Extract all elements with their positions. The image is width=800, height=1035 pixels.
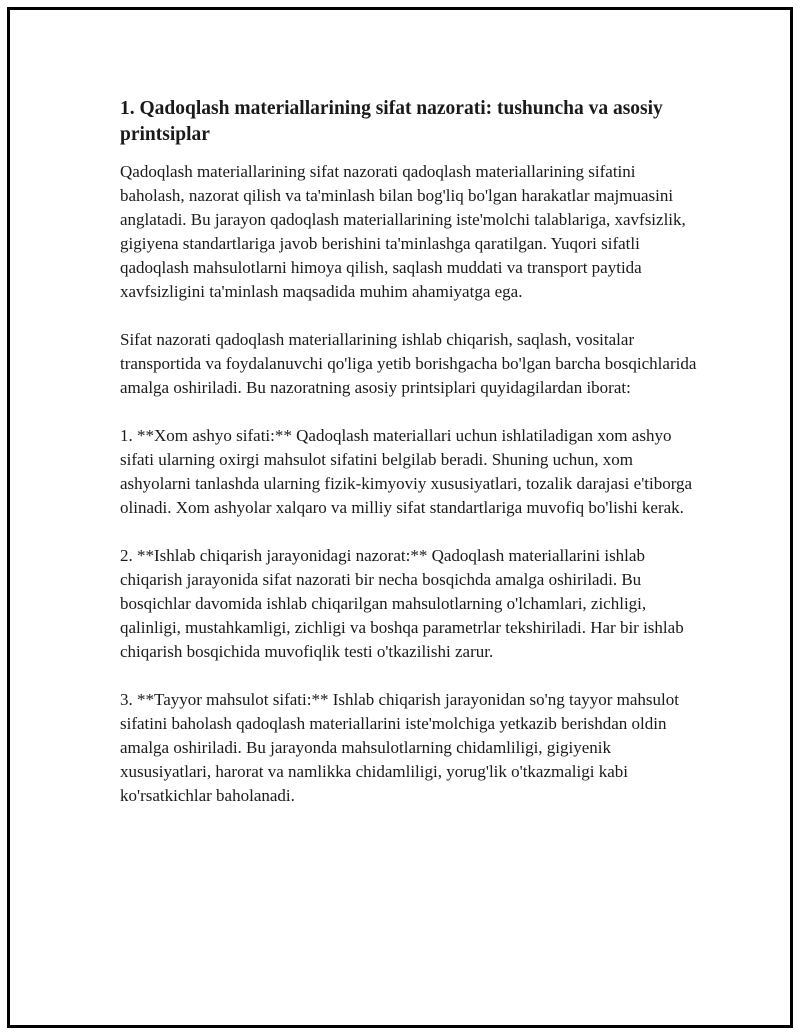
- list-item-finished-product: 3. **Tayyor mahsulot sifati:** Ishlab chiqarish jarayonidan so'ng tayyor mahsulot sifatini baholash qadoqlash materiallarini iste'molchiga yetkazib berishdan oldin amalga oshiriladi. Bu jarayonda mahsulotlarning chidamliligi, gigiyenik xususiyatlari, harorat va namlikka chidamliligi, yorug'lik o'tkazmaligi kabi ko'rsatkichlar baholanadi.: [120, 690, 679, 805]
- paragraph-intro: Qadoqlash materiallarining sifat nazorati qadoqlash materiallarining sifatini baholash, nazorat qilish va ta'minlash bilan bog'liq bo'lgan harakatlar majmuasini anglatadi. Bu jarayon qadoqlash materiallarining iste'molchi talablariga, xavfsizlik, gigiyena standartlariga javob berishini ta'minlashga qaratilgan. Yuqori sifatli qadoqlash mahsulotlarni himoya qilish, saqlash muddati va transport paytida xavfsizligini ta'minlash maqsadida muhim ahamiyatga ega.: [120, 162, 686, 301]
- list-item-production-control: 2. **Ishlab chiqarish jarayonidagi nazorat:** Qadoqlash materiallarini ishlab chiqarish jarayonida sifat nazorati bir necha bosqichda amalga oshiriladi. Bu bosqichlar davomida ishlab chiqarilgan mahsulotlarning o'lchamlari, zichligi, qalinligi, mustahkamligi, zichligi va boshqa parametrlar tekshiriladi. Har bir ishlab chiqarish bosqichida muvofiqlik testi o'tkazilishi zarur.: [120, 546, 684, 661]
- document-body: [120, 96, 700, 832]
- document-title: 1. Qadoqlash materiallarining sifat nazorati: tushuncha va asosiy printsiplar: [120, 98, 663, 145]
- paragraph-principles: Sifat nazorati qadoqlash materiallarining ishlab chiqarish, saqlash, vositalar transportida va foydalanuvchi qo'liga yetib borishgacha bo'lgan barcha bosqichlarida amalga oshiriladi. Bu nazoratning asosiy printsiplari quyidagilardan iborat:: [120, 330, 697, 397]
- page-frame: [7, 7, 793, 1028]
- list-item-raw-material: 1. **Xom ashyo sifati:** Qadoqlash materiallari uchun ishlatiladigan xom ashyo sifati ularning oxirgi mahsulot sifatini belgilab beradi. Shuning uchun, xom ashyolarni tanlashda ularning fizik-kimyoviy xususiyatlari, tozalik darajasi e'tiborga olinadi. Xom ashyolar xalqaro va milliy sifat standartlariga muvofiq bo'lishi kerak.: [120, 426, 693, 517]
